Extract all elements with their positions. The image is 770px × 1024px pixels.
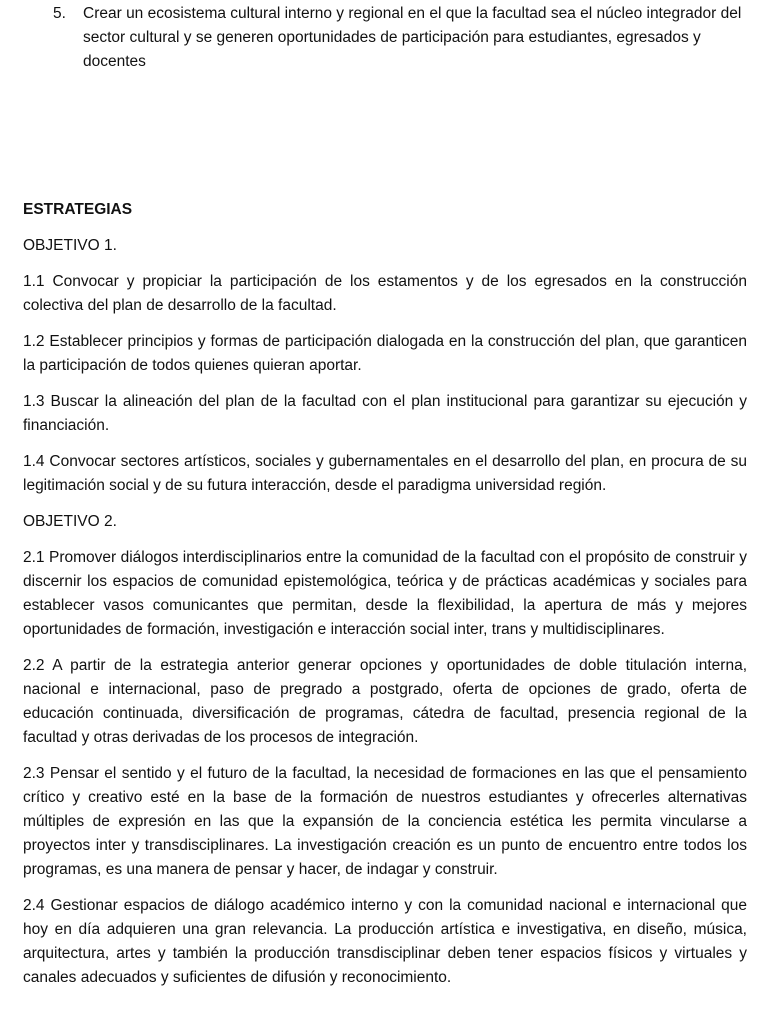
strategy-paragraph: 2.4 Gestionar espacios de diálogo académico interno y con la comunidad nacional e internacional que hoy en día adquieren una gran relevancia. La producción artística e investigativa, en diseño, música, arquitectura, artes y también la producción transdisciplinar deben tener espacios físicos y virtuales y canales adecuados y suficientes de difusión y reconocimiento. xyxy=(23,897,747,986)
list-item-text: Crear un ecosistema cultural interno y regional en el que la facultad sea el núcleo integrador del sector cultural y se generen oportunidades de participación para estudiantes, egresados y docentes xyxy=(83,5,742,70)
strategy-paragraph: 2.2 A partir de la estrategia anterior generar opciones y oportunidades de doble titulación interna, nacional e internacional, paso de pregrado a postgrado, oferta de opciones de grado, oferta de educación continuada, diversificación de programas, cátedra de facultad, presencia regional de la facultad y otras derivadas de los procesos de integración. xyxy=(23,657,747,746)
objective-2-label: OBJETIVO 2. xyxy=(23,513,117,530)
strategy-paragraph: 1.3 Buscar la alineación del plan de la facultad con el plan institucional para garantizar su ejecución y financiación. xyxy=(23,393,747,434)
list-item-number: 5. xyxy=(53,5,66,22)
numbered-list-item xyxy=(53,2,753,74)
strategy-paragraph: 1.4 Convocar sectores artísticos, sociales y gubernamentales en el desarrollo del plan, en procura de su legitimación social y de su futura interacción, desde el paradigma universidad región. xyxy=(23,453,747,494)
strategy-paragraph: 1.1 Convocar y propiciar la participación de los estamentos y de los egresados en la construcción colectiva del plan de desarrollo de la facultad. xyxy=(23,273,747,314)
strategy-paragraph: 2.1 Promover diálogos interdisciplinarios entre la comunidad de la facultad con el propósito de construir y discernir los espacios de comunidad epistemológica, teórica y de prácticas académicas y sociales para establecer vasos comunicantes que permitan, desde la flexibilidad, la apertura de más y mejores oportunidades de formación, investigación e interacción social inter, trans y multidisciplinares. xyxy=(23,549,747,638)
section-heading: ESTRATEGIAS xyxy=(23,201,133,218)
strategy-paragraph: 2.3 Pensar el sentido y el futuro de la facultad, la necesidad de formaciones en las que el pensamiento crítico y creativo esté en la base de la formación de nuestros estudiantes y ofrecerles alternativas múltiples de expresión en las que la expansión de la conciencia estética les permita vincularse a proyectos inter y transdisciplinares. La investigación creación es un punto de encuentro entre todos los programas, es una manera de pensar y hacer, de indagar y construir. xyxy=(23,765,747,878)
strategy-paragraph: 1.2 Establecer principios y formas de participación dialogada en la construcción del plan, que garanticen la participación de todos quienes quieran aportar. xyxy=(23,333,747,374)
objective-1-label: OBJETIVO 1. xyxy=(23,237,117,254)
strategies-section xyxy=(23,198,747,1002)
